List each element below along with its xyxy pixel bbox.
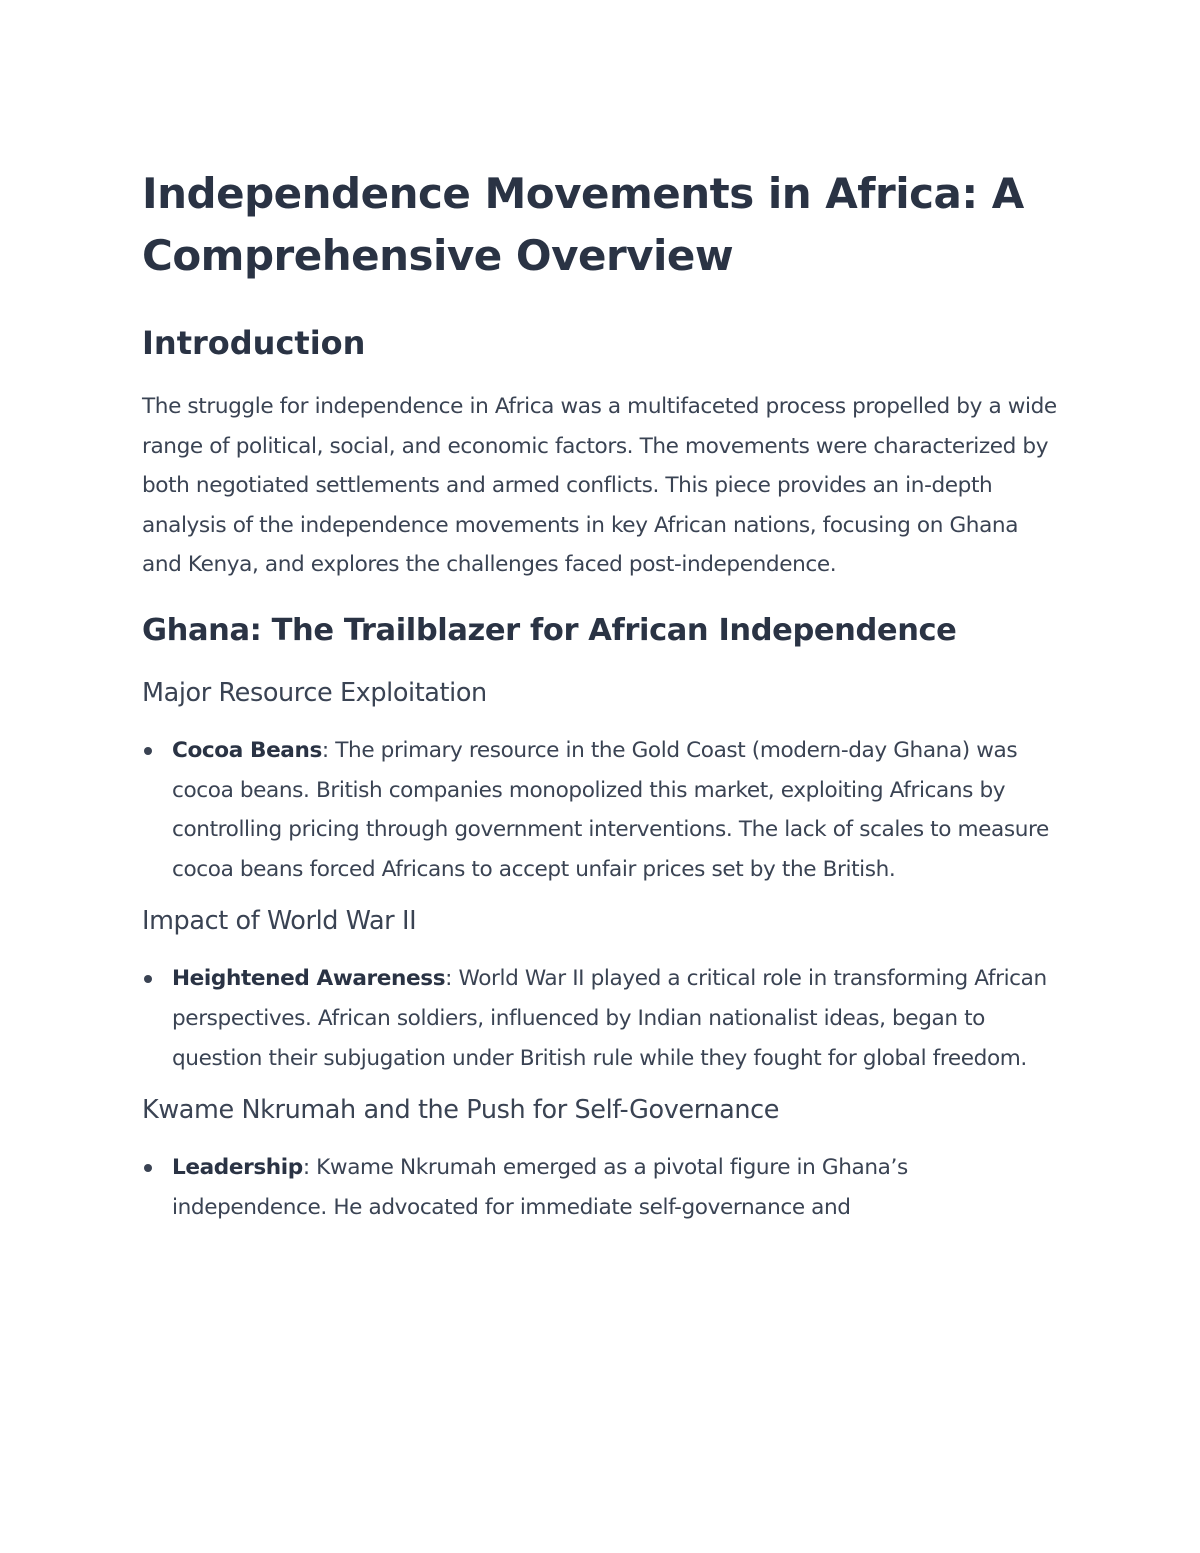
document-title: Independence Movements in Africa: A Comprehensive Overview xyxy=(142,169,1024,280)
kwame-nkrumah-list xyxy=(142,1148,1062,1227)
resource-exploitation-list xyxy=(142,731,1062,889)
list-item-text: : Kwame Nkrumah emerged as a pivotal figure in Ghana’s independence. He advocated for immediate self-governance and xyxy=(172,1155,908,1220)
list-item xyxy=(142,1148,1062,1227)
world-war-ii-list xyxy=(142,959,1062,1078)
subsection-heading-kwame-nkrumah: Kwame Nkrumah and the Push for Self-Governance xyxy=(142,1095,780,1126)
document-page xyxy=(142,163,1062,1227)
bullet-icon xyxy=(144,747,152,755)
list-item xyxy=(142,731,1062,889)
bullet-icon xyxy=(144,975,152,983)
list-item xyxy=(142,959,1062,1078)
list-item-text: : The primary resource in the Gold Coast (modern-day Ghana) was cocoa beans. British companies monopolized this market, exploiting Africans by controlling pricing through government interventions. The lack of scales to measure cocoa beans forced Africans to accept unfair prices set by the British. xyxy=(172,737,1049,882)
introduction-heading: Introduction xyxy=(142,324,366,362)
subsection-heading-resource-exploitation: Major Resource Exploitation xyxy=(142,677,487,708)
subsection-heading-world-war-ii: Impact of World War II xyxy=(142,906,417,937)
list-item-term: Heightened Awareness xyxy=(172,966,446,992)
list-item-term: Cocoa Beans xyxy=(172,737,322,763)
list-item-term: Leadership xyxy=(172,1155,303,1181)
list-item-text: : World War II played a critical role in transforming African perspectives. African soldiers, influenced by Indian nationalist ideas, began to question their subjugation under British rule while they fought for global freedom. xyxy=(172,966,1047,1071)
introduction-paragraph: The struggle for independence in Africa was a multifaceted process propelled by a wide range of political, social, and economic factors. The movements were characterized by both negotiated settlements and armed conflicts. This piece provides an in-depth analysis of the independence movements in key African nations, focusing on Ghana and Kenya, and explores the challenges faced post-independence. xyxy=(142,394,1057,578)
ghana-section-heading: Ghana: The Trailblazer for African Independence xyxy=(142,612,957,648)
bullet-icon xyxy=(144,1164,152,1172)
